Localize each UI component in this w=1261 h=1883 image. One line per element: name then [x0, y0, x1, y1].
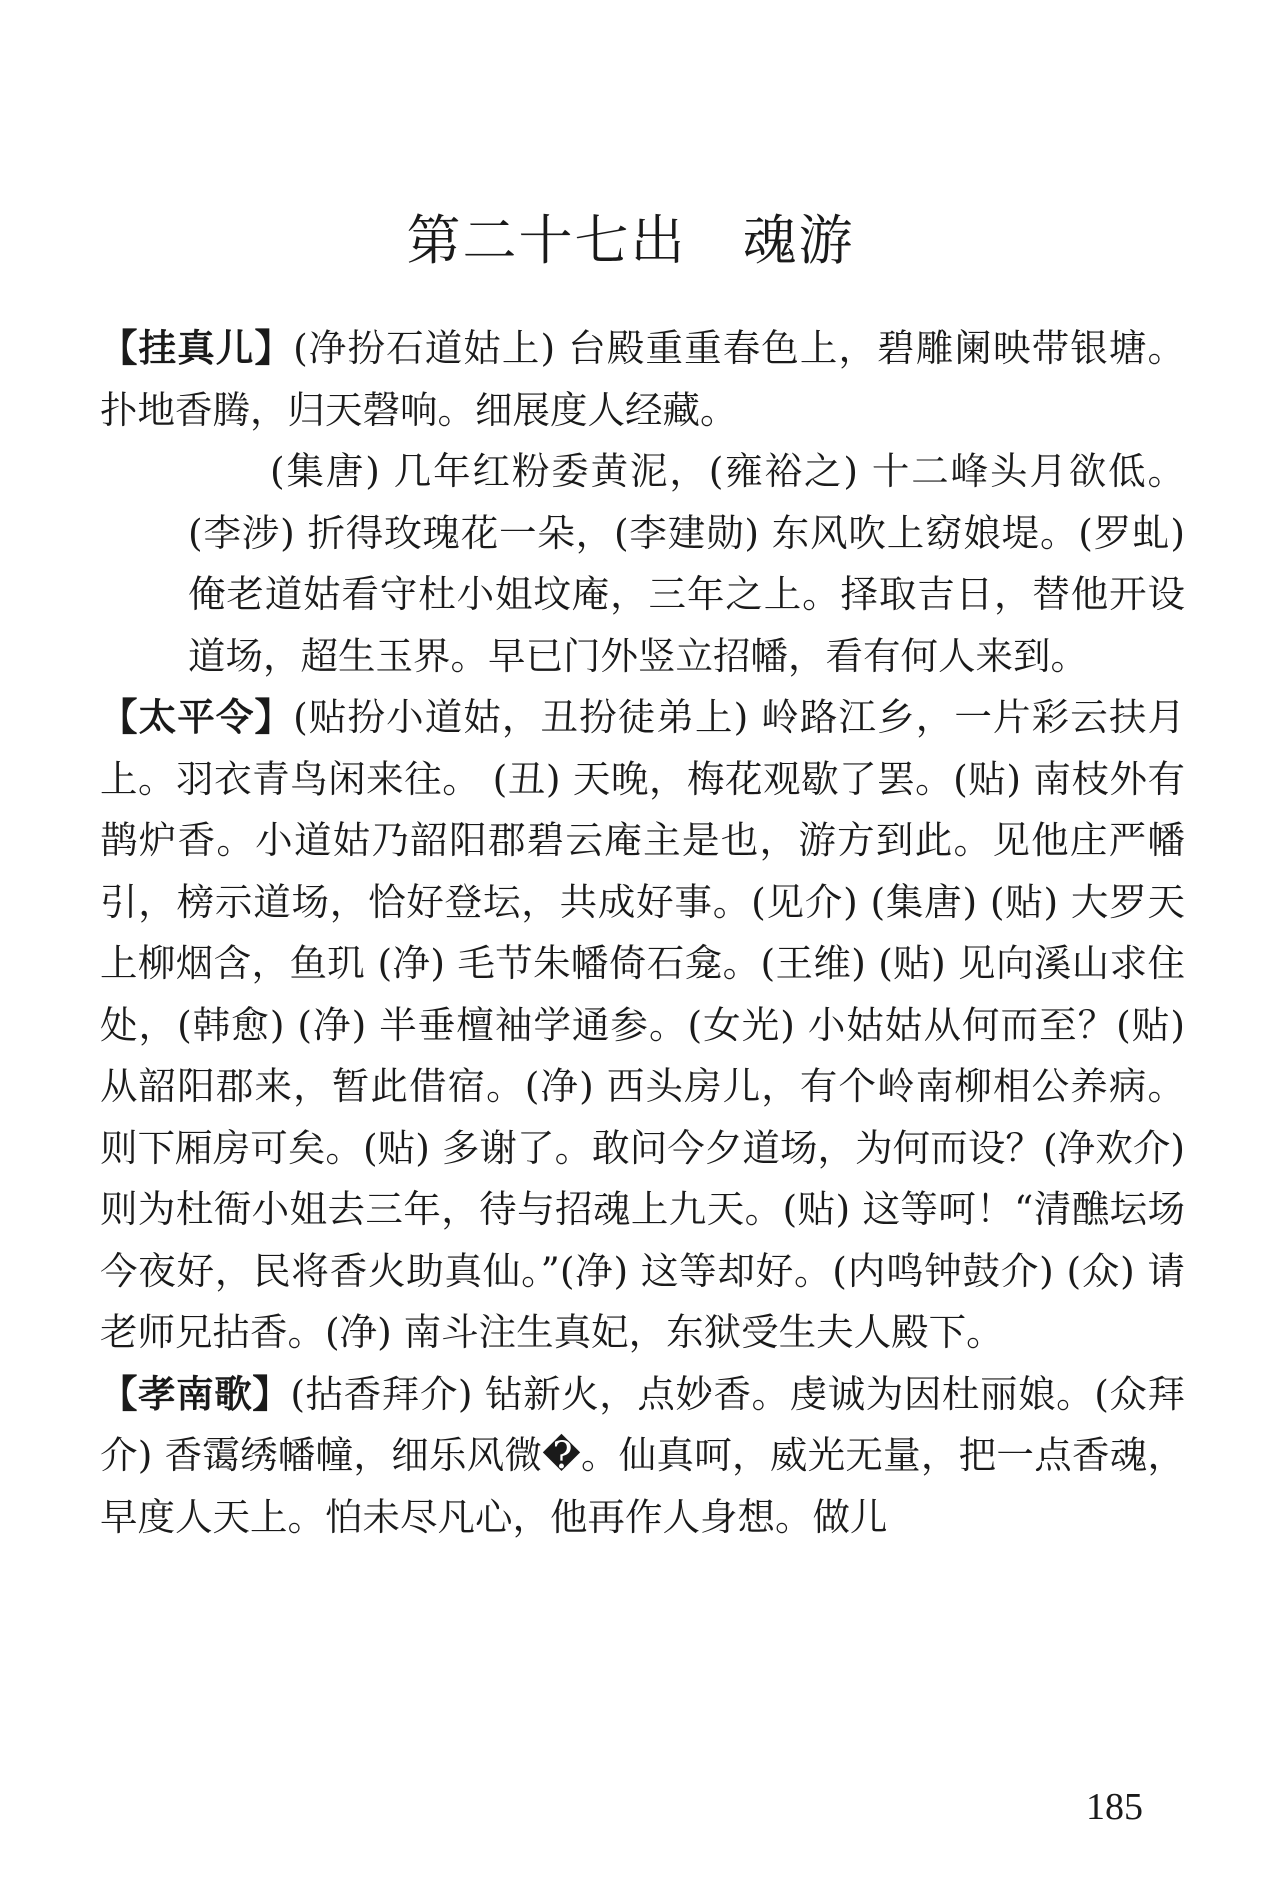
paragraph-tai-ping-ling [100, 687, 1185, 1364]
paragraph-text: (拈香拜介) 钻新火，点妙香。虔诚为因杜丽娘。(众拜介) 香霭绣幡幢，细乐风微�。仙真呵，威光无量，把一点香魂，早度人天上。怕未尽凡心，他再作人身想。做儿 [100, 1371, 1186, 1539]
tune-name: 【挂真儿】 [100, 326, 294, 370]
paragraph-xiao-nan-ge [100, 1364, 1185, 1549]
body-text [100, 318, 1185, 1548]
paragraph-gua-zhen-er [100, 318, 1185, 441]
paragraph-text: (净扮石道姑上) 台殿重重春色上，碧雕阑映带银塘。扑地香腾，归天磬响。细展度人经藏。 [100, 326, 1185, 432]
chapter-title: 第二十七出 魂游 [406, 209, 855, 272]
paragraph-ji-tang-verse [100, 441, 1185, 687]
page-number: 185 [1086, 1786, 1143, 1828]
tune-name: 【孝南歌】 [100, 1371, 291, 1416]
paragraph-text: (贴扮小道姑，丑扮徒弟上) 岭路江乡，一片彩云扶月上。羽衣青鸟闲来往。 (丑) 天晚，梅花观歇了罢。(贴) 南枝外有鹊炉香。小道姑乃韶阳郡碧云庵主是也，游方到此。见他庄严幡引，榜示道场，恰好登坛，共成好事。(见介) (集唐) (贴) 大罗天上柳烟含，鱼玑 (净) 毛节朱幡倚石龛。(王维) (贴) 见向溪山求住处，(韩愈) (净) 半垂檀袖学通参。(女光) 小姑姑从何而至？(贴) 从韶阳郡来，暂此借宿。(净) 西头房儿，有个岭南柳相公养病。则下厢房可矣。(贴) 多谢了。敢问今夕道场，为何而设？(净欢介) 则为杜衙小姐去三年，待与招魂上九天。(贴) 这等呵！“清醮坛场今夜好，民将香火助真仙。”(净) 这等却好。(内鸣钟鼓介) (众) 请老师兄拈香。(净) 南斗注生真妃，东狱受生夫人殿下。 [100, 695, 1185, 1354]
tune-name: 【太平令】 [100, 695, 294, 739]
paragraph-text: (集唐) 几年红粉委黄泥，(雍裕之) 十二峰头月欲低。(李涉) 折得玫瑰花一朵，(李建勋) 东风吹上窈娘堤。(罗虬) 俺老道姑看守杜小姐坟庵，三年之上。择取吉日，替他开设道场，超生玉界。早已门外竖立招幡，看有何人来到。 [188, 449, 1185, 678]
